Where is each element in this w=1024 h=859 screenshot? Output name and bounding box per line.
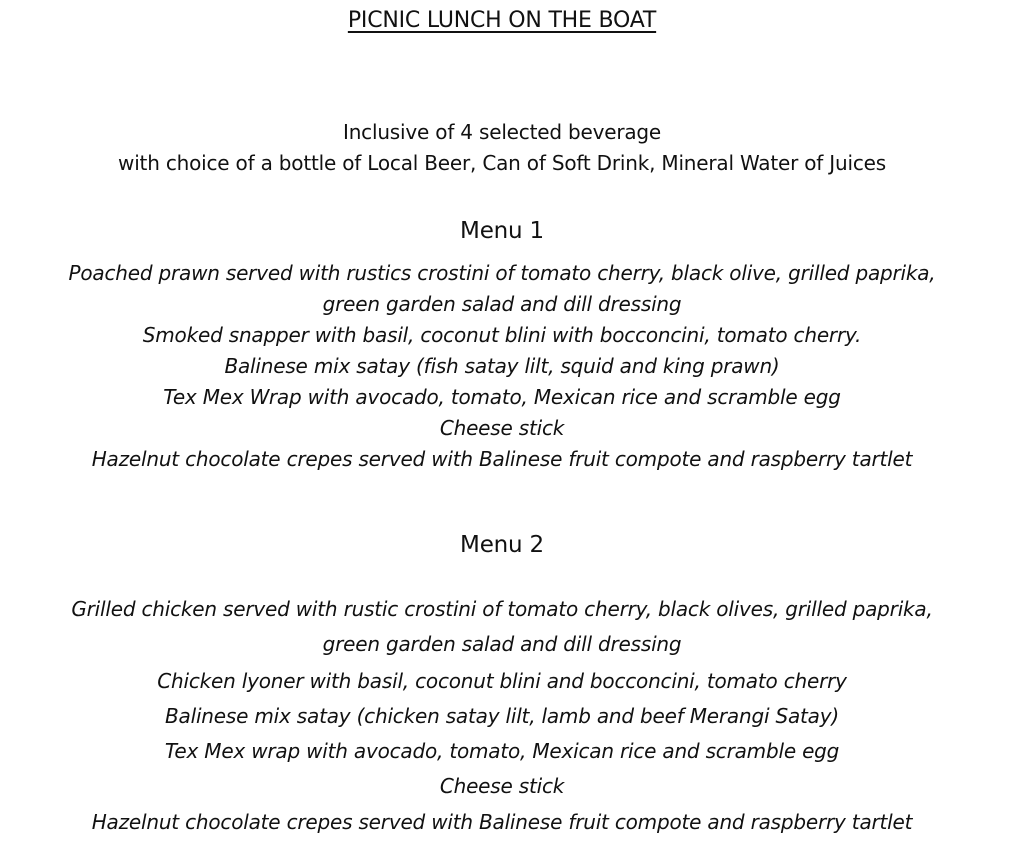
menu-2-item: Hazelnut chocolate crepes served with Balinese fruit compote and raspberry tartlet: [91, 810, 913, 834]
menu-1-item: Hazelnut chocolate crepes served with Balinese fruit compote and raspberry tartlet: [91, 447, 913, 471]
menu-2-item: Chicken lyoner with basil, coconut blini and bocconcini, tomato cherry: [157, 669, 847, 693]
menu-2-item: green garden salad and dill dressing: [322, 632, 682, 656]
menu-1-item: Cheese stick: [439, 416, 565, 440]
page-title: PICNIC LUNCH ON THE BOAT: [347, 8, 657, 33]
menu-2-item: Balinese mix satay (chicken satay lilt, lamb and beef Merangi Satay): [165, 704, 839, 728]
menu-1-heading: Menu 1: [460, 218, 544, 244]
beverage-note-line-2: with choice of a bottle of Local Beer, Can of Soft Drink, Mineral Water of Juices: [118, 151, 886, 175]
menu-1-item: Poached prawn served with rustics crostini of tomato cherry, black olive, grilled paprika,: [68, 261, 936, 285]
beverage-note-line-1: Inclusive of 4 selected beverage: [343, 120, 661, 144]
menu-1-item: Balinese mix satay (fish satay lilt, squid and king prawn): [224, 354, 780, 378]
menu-2-item: Cheese stick: [439, 774, 565, 798]
menu-1-item: green garden salad and dill dressing: [322, 292, 682, 316]
menu-2-heading: Menu 2: [460, 532, 544, 558]
menu-1-item: Smoked snapper with basil, coconut blini with bocconcini, tomato cherry.: [142, 323, 862, 347]
menu-2-item: Tex Mex wrap with avocado, tomato, Mexican rice and scramble egg: [164, 739, 840, 763]
menu-1-item: Tex Mex Wrap with avocado, tomato, Mexican rice and scramble egg: [163, 385, 841, 409]
menu-2-item: Grilled chicken served with rustic crostini of tomato cherry, black olives, grilled paprika,: [71, 597, 933, 621]
